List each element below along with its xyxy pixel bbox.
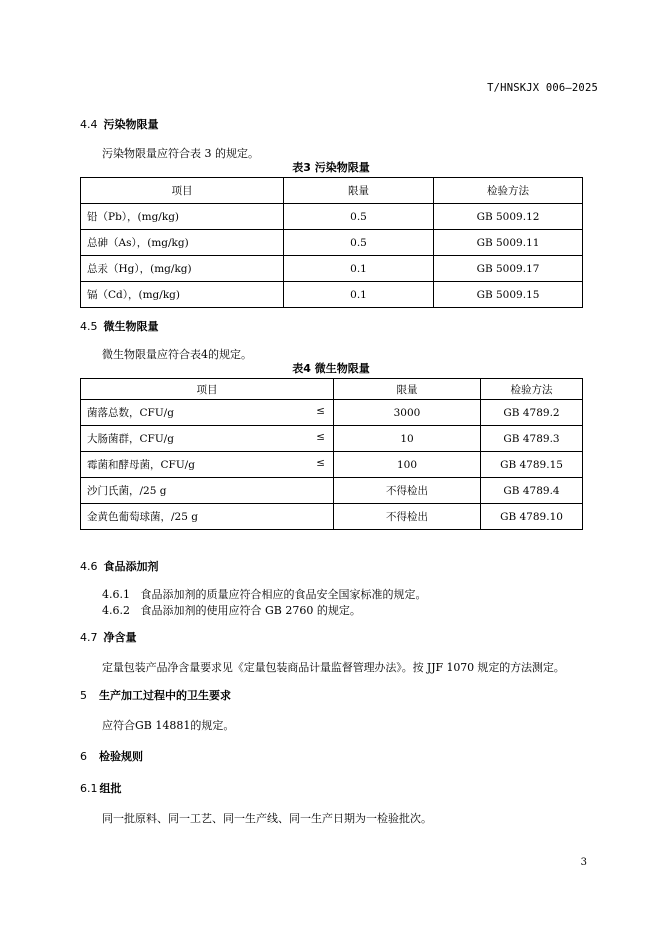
item-cell: 铅（Pb），(mg/kg) [81,204,284,230]
section-number: 6.1 [80,782,98,795]
clause-text: 食品添加剂的使用应符合 GB 2760 的规定。 [140,604,361,617]
section-number: 6 [80,750,87,763]
item-cell [81,426,334,452]
item-label: 大肠菌群，CFU/g [87,433,174,445]
table-4-caption: 表4 微生物限量 [292,362,370,375]
item-label: 金黄色葡萄球菌，/25 g [87,511,198,523]
section-4-6-heading [80,558,159,574]
section-4-7-heading [80,629,137,645]
column-header: 检验方法 [481,379,583,400]
section-number: 4.5 [80,320,98,333]
table-row [81,452,583,478]
table-row [81,504,583,530]
column-header: 项目 [81,178,284,204]
clause-4-6-2 [102,602,361,618]
method-cell: GB 5009.11 [434,230,583,256]
section-title: 组批 [99,782,122,795]
limit-cell: 不得检出 [334,504,481,530]
less-equal-symbol: ≤ [316,457,325,469]
section-title: 净含量 [103,631,137,644]
table-header-row [81,379,583,400]
item-cell [81,478,334,504]
method-cell: GB 4789.4 [481,478,583,504]
section-title: 食品添加剂 [103,560,159,573]
section-title: 检验规则 [99,750,143,763]
table-3-caption: 表3 污染物限量 [292,161,370,174]
item-cell [81,400,334,426]
table-row [81,426,583,452]
item-cell: 总汞（Hg），(mg/kg) [81,256,284,282]
column-header: 项目 [81,379,334,400]
section-6-heading [80,748,143,764]
limit-cell: 3000 [334,400,481,426]
method-cell: GB 4789.2 [481,400,583,426]
item-cell [81,452,334,478]
page-number: 3 [580,857,587,868]
method-cell: GB 5009.12 [434,204,583,230]
document-code: T/HNSKJX 006—2025 [487,82,598,94]
section-title: 生产加工过程中的卫生要求 [99,689,231,702]
item-label: 菌落总数，CFU/g [87,407,174,419]
section-title: 微生物限量 [103,320,159,333]
method-cell: GB 4789.3 [481,426,583,452]
limit-cell: 不得检出 [334,478,481,504]
table-header-row [81,178,583,204]
table-row [81,230,583,256]
section-5-heading [80,687,231,703]
column-header: 限量 [284,178,434,204]
item-label: 霉菌和酵母菌，CFU/g [87,459,195,471]
section-title: 污染物限量 [103,118,159,131]
column-header: 限量 [334,379,481,400]
table-row [81,282,583,308]
limit-cell: 0.1 [284,282,434,308]
section-6-1-heading [80,780,122,796]
method-cell: GB 5009.15 [434,282,583,308]
clause-4-6-1 [102,586,427,602]
less-equal-symbol: ≤ [316,431,325,443]
table-row [81,400,583,426]
section-4-5-heading [80,318,159,334]
clause-number: 4.6.2 [102,604,130,617]
limit-cell: 0.5 [284,230,434,256]
table-row [81,256,583,282]
less-equal-symbol: ≤ [316,405,325,417]
section-5-paragraph: 应符合GB 14881的规定。 [102,719,235,732]
section-4-7-paragraph: 定量包装产品净含量要求见《定量包装商品计量监督管理办法》。按 JJF 1070 规定的方法测定。 [102,661,565,674]
method-cell: GB 5009.17 [434,256,583,282]
table-row [81,478,583,504]
limit-cell: 100 [334,452,481,478]
limit-cell: 0.5 [284,204,434,230]
clause-number: 4.6.1 [102,588,130,601]
section-4-4-paragraph: 污染物限量应符合表 3 的规定。 [102,147,259,160]
clause-text: 食品添加剂的质量应符合相应的食品安全国家标准的规定。 [140,588,427,601]
item-cell [81,504,334,530]
column-header: 检验方法 [434,178,583,204]
item-label: 沙门氏菌，/25 g [87,485,167,497]
item-cell: 总砷（As），(mg/kg) [81,230,284,256]
table-4 [80,378,583,530]
table-3-block [80,159,582,308]
section-4-5-paragraph: 微生物限量应符合表4的规定。 [102,348,252,361]
method-cell: GB 4789.15 [481,452,583,478]
section-number: 4.4 [80,118,98,131]
section-number: 4.7 [80,631,98,644]
limit-cell: 0.1 [284,256,434,282]
table-3 [80,177,583,308]
limit-cell: 10 [334,426,481,452]
section-4-4-heading [80,116,159,132]
table-row [81,204,583,230]
section-6-1-paragraph: 同一批原料、同一工艺、同一生产线、同一生产日期为一检验批次。 [102,812,432,825]
table-4-block [80,360,582,530]
section-number: 4.6 [80,560,98,573]
method-cell: GB 4789.10 [481,504,583,530]
item-cell: 镉（Cd），(mg/kg) [81,282,284,308]
section-number: 5 [80,689,87,702]
